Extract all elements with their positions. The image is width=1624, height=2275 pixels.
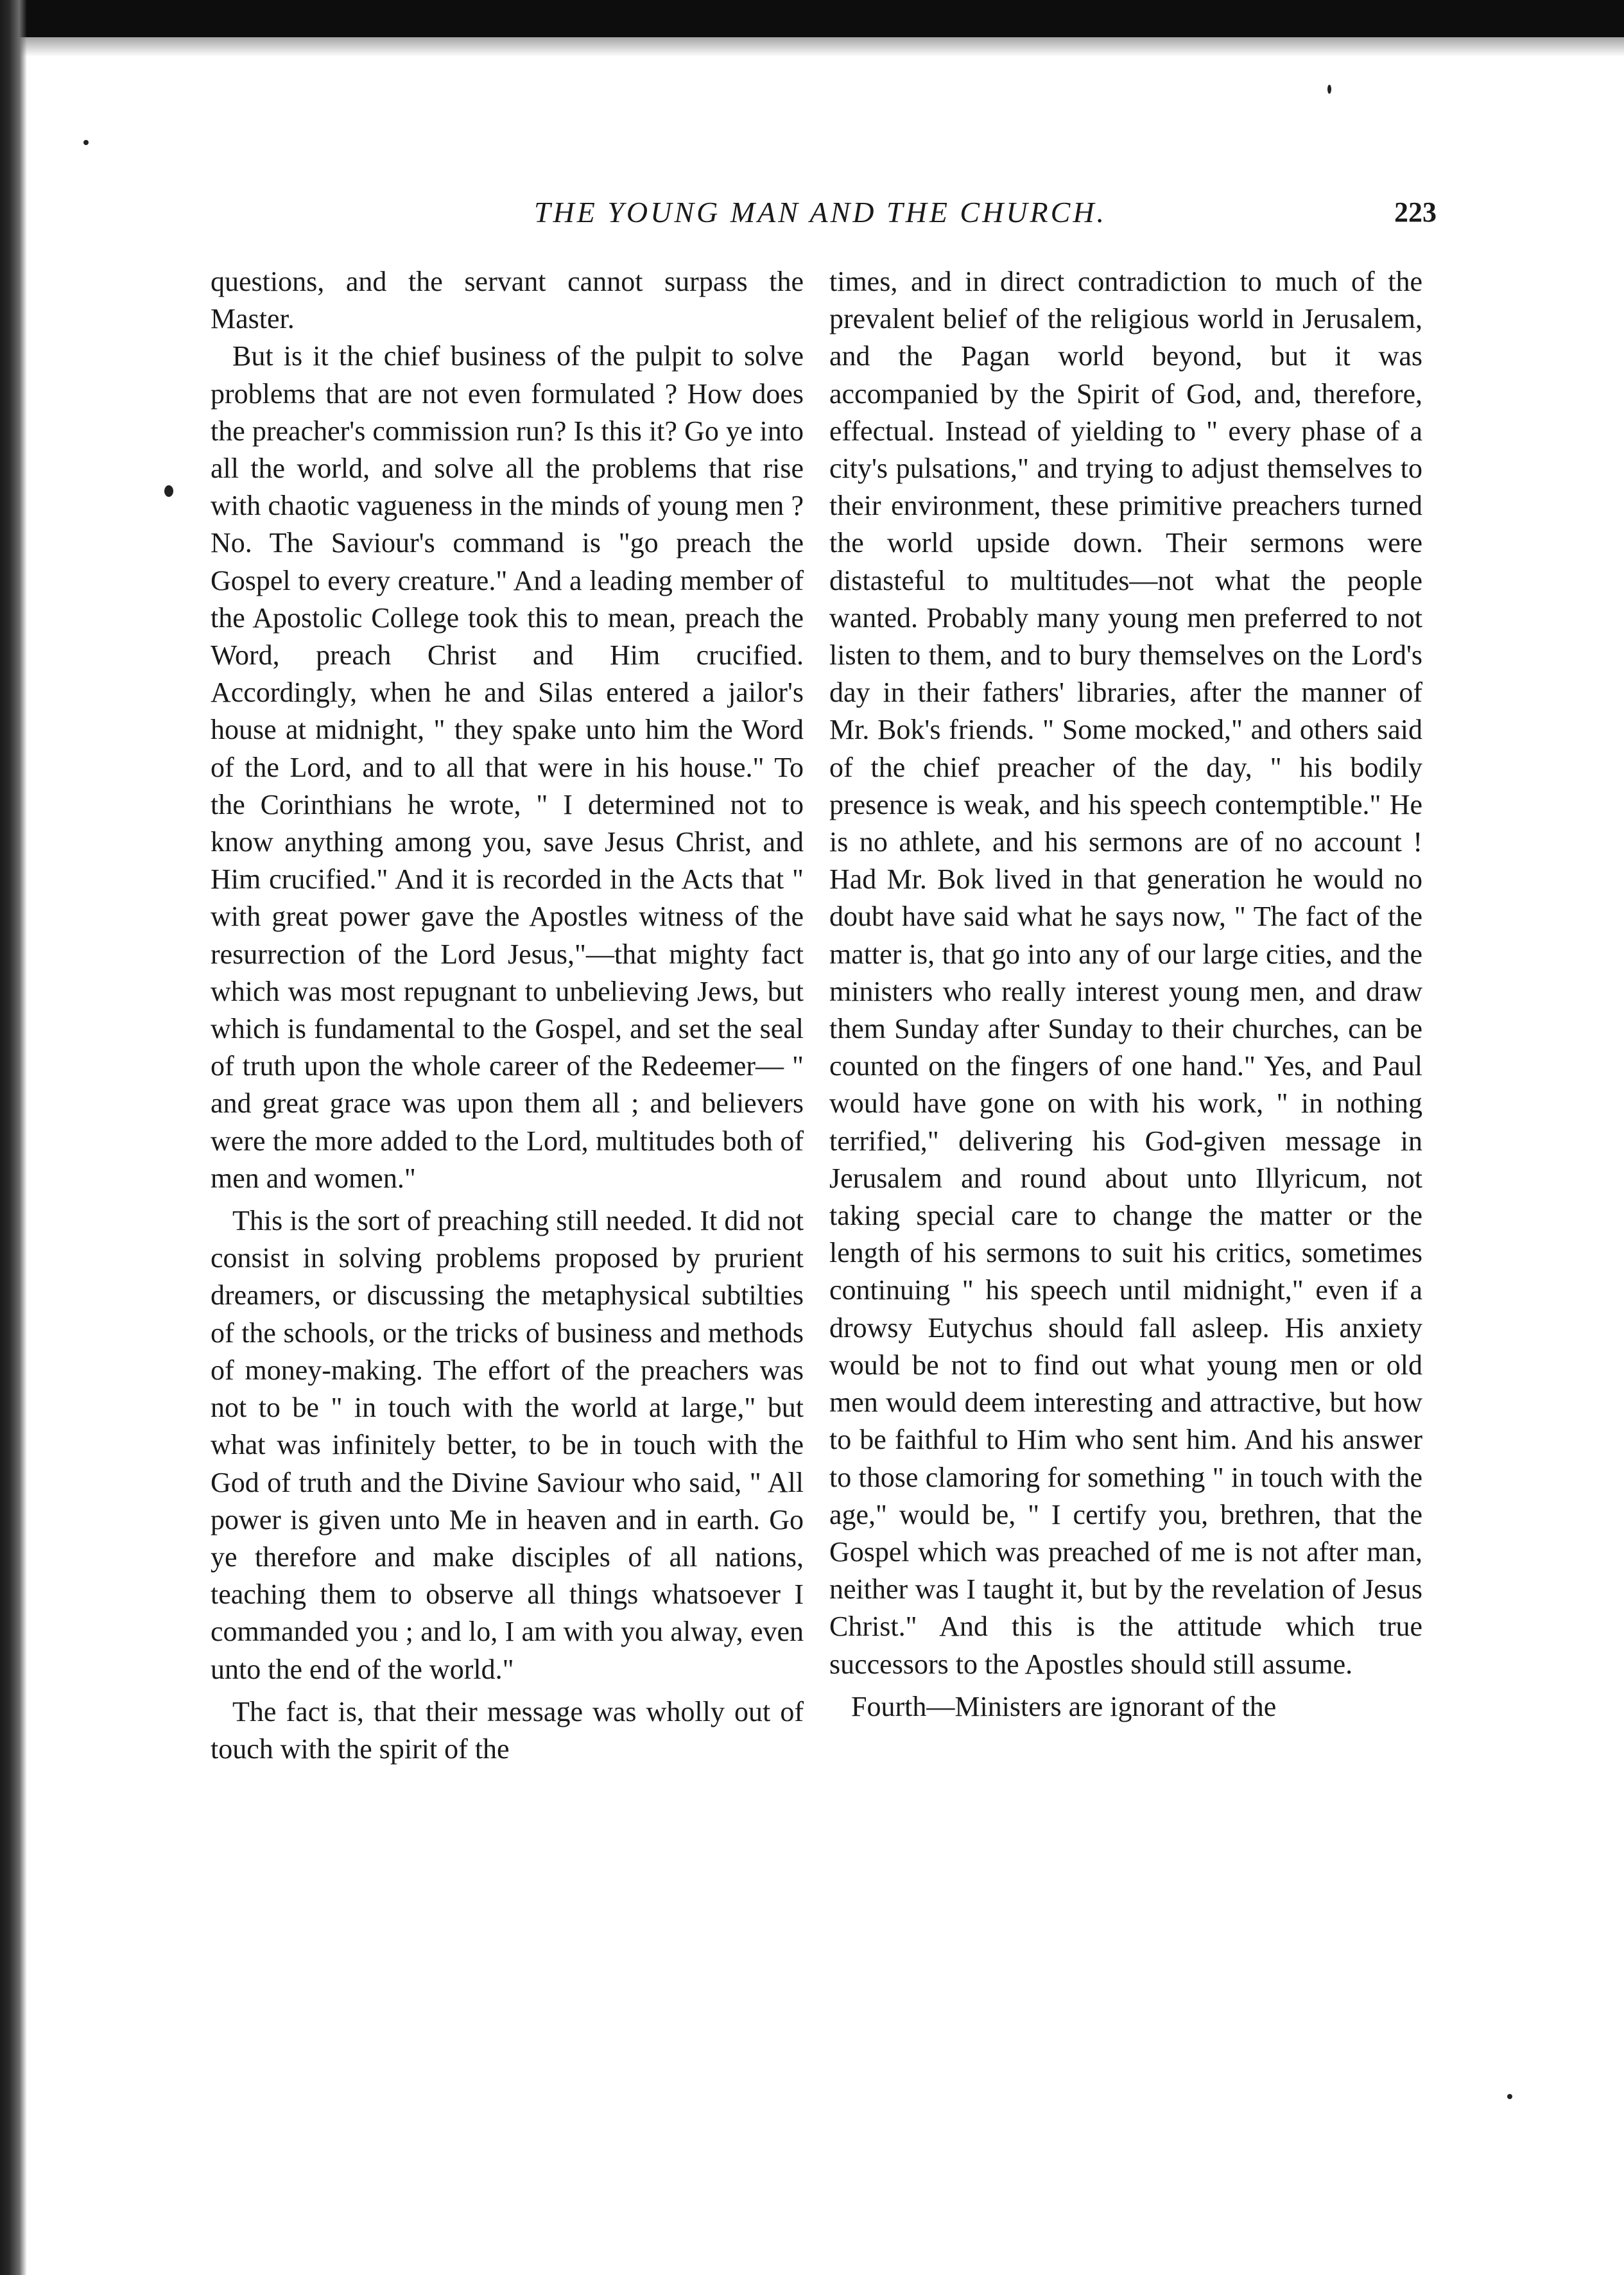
running-title: THE YOUNG MAN AND THE CHURCH.: [533, 196, 1107, 229]
paragraph: Fourth—Ministers are ignorant of the: [851, 1690, 1277, 1722]
scan-speck: [1327, 85, 1331, 94]
scan-speck: [83, 140, 89, 145]
scan-top-shadow: [0, 37, 1624, 56]
running-head: [204, 190, 1437, 235]
paragraph: questions, and the servant cannot surpass the Master.: [211, 266, 804, 335]
left-column: [211, 263, 804, 1768]
right-column: [829, 263, 1422, 1726]
scan-speck: [164, 485, 173, 497]
scan-speck: [1507, 2094, 1512, 2099]
paragraph: But is it the chief business of the pulpit to solve problems that are not even formulated ? How does the preacher's commission run? Is this it? Go ye into all the world, and solve all the problems that rise with chaotic vagueness in the minds of young men ? No. The Saviour's command is "go preach the Gospel to every creature." And a leading member of the Apostolic College took this to mean, preach the Word, preach Christ and Him crucified. Accordingly, when he and Silas entered a jailor's house at midnight, " they spake unto him the Word of the Lord, and to all that were in his house." To the Corinthians he wrote, " I determined not to know anything among you, save Jesus Christ, and Him crucified." And it is recorded in the Acts that " with great power gave the Apostles witness of the resurrection of the Lord Jesus,"—that mighty fact which was most repugnant to unbelieving Jews, but which is fundamental to the Gospel, and set the seal of truth upon the whole career of the Redeemer— " and great grace was upon them all ; and believers were the more added to the Lord, multitudes both of men and women.": [211, 340, 804, 1194]
paragraph: This is the sort of preaching still needed. It did not consist in solving problems proposed by prurient dreamers, or discussing the metaphysical subtilties of the schools, or the tricks of business and methods of money-making. The effort of the preachers was not to be " in touch with the world at large," but what was infinitely better, to be in touch with the God of truth and the Divine Saviour who said, " All power is given unto Me in heaven and in earth. Go ye therefore and make disciples of all nations, teaching them to observe all things whatsoever I commanded you ; and lo, I am with you alway, even unto the end of the world.": [211, 1205, 804, 1685]
scan-top-border: [0, 0, 1624, 37]
paragraph: times, and in direct contradiction to much of the prevalent belief of the religious world in Jerusalem, and the Pagan world beyond, but it was accompanied by the Spirit of God, and, therefore, effectual. Instead of yielding to " every phase of a city's pulsations," and trying to adjust themselves to their environment, these primitive preachers turned the world upside down. Their sermons were distasteful to multitudes—not what the people wanted. Probably many young men preferred to not listen to them, and to bury themselves on the Lord's day in their fathers' libraries, after the manner of Mr. Bok's friends. " Some mocked," and others said of the chief preacher of the day, " his bodily presence is weak, and his speech contemptible." He is no athlete, and his sermons are of no account ! Had Mr. Bok lived in that generation he would no doubt have said what he says now, " The fact of the matter is, that go into any of our large cities, and the ministers who really interest young men, and draw them Sunday after Sunday to their churches, can be counted on the fingers of one hand." Yes, and Paul would have gone on with his work, " in nothing terrified," delivering his God-given message in Jerusalem and round about unto Illyricum, not taking special care to change the matter or the length of his sermons to suit his critics, sometimes continuing " his speech until midnight," even if a drowsy Eutychus should fall asleep. His anxiety would be not to find out what young men or old men would deem interesting and attractive, but how to be faithful to Him who sent him. And his answer to those clamoring for something " in touch with the age," would be, " I certify you, brethren, that the Gospel which was preached of me is not after man, neither was I taught it, but by the revelation of Jesus Christ." And this is the attitude which true successors to the Apostles should still assume.: [829, 266, 1422, 1680]
page-number: 223: [1394, 196, 1437, 228]
scan-left-border: [0, 0, 27, 2275]
paragraph: The fact is, that their message was wholly out of touch with the spirit of the: [211, 1695, 804, 1765]
